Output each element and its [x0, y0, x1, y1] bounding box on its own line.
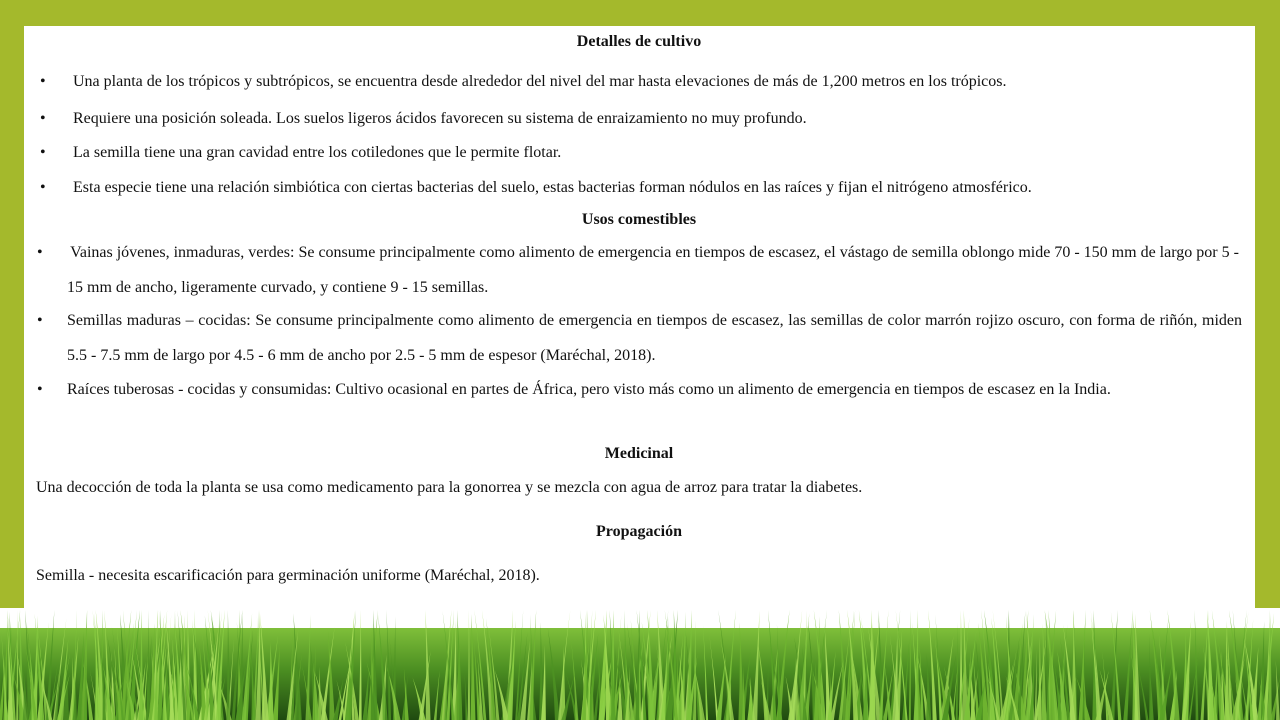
content-panel — [24, 26, 1255, 616]
edible-bullet-1: Vainas jóvenes, inmaduras, verdes: Se consume principalmente como alimento de emergencia en tiempos de escasez, el vástago de semilla oblongo mide 70 - 150 mm de largo por 5 - 15 mm de ancho, ligeramente curvado, y contiene 9 - 15 semillas. — [67, 244, 1239, 296]
heading-propagation: Propagación — [596, 523, 682, 540]
cultivation-bullet-1: Una planta de los trópicos y subtrópicos, se encuentra desde alrededor del nivel del mar hasta elevaciones de más de 1,200 metros en los trópicos. — [73, 73, 1007, 90]
bullet-icon: • — [37, 244, 43, 261]
heading-medicinal: Medicinal — [604, 445, 674, 462]
edible-bullet-3: Raíces tuberosas - cocidas y consumidas: Cultivo ocasional en partes de África, pero visto más como un alimento de emergencia en tiempos de escasez en la India. — [67, 381, 1111, 398]
edible-bullet-2: Semillas maduras – cocidas: Se consume principalmente como alimento de emergencia en tiempos de escasez, las semillas de color marrón rojizo oscuro, con forma de riñón, miden 5.5 - 7.5 mm de largo por 4.5 - 6 mm de ancho por 2.5 - 5 mm de espesor (Maréchal, 2018). — [67, 312, 1242, 364]
bullet-icon: • — [40, 179, 46, 196]
bullet-icon: • — [37, 381, 43, 398]
bullet-icon: • — [37, 312, 43, 329]
bullet-icon: • — [40, 110, 46, 127]
cultivation-bullet-4: Esta especie tiene una relación simbiótica con ciertas bacterias del suelo, estas bacterias forman nódulos en las raíces y fijan el nitrógeno atmosférico. — [73, 179, 1032, 196]
bullet-icon: • — [40, 73, 46, 90]
heading-edible-uses: Usos comestibles — [581, 211, 697, 228]
grass-illustration — [0, 608, 1280, 720]
cultivation-bullet-3: La semilla tiene una gran cavidad entre los cotiledones que le permite flotar. — [73, 144, 562, 161]
cultivation-bullet-2: Requiere una posición soleada. Los suelos ligeros ácidos favorecen su sistema de enraizamiento no muy profundo. — [73, 110, 807, 127]
bullet-icon: • — [40, 144, 46, 161]
heading-cultivation: Detalles de cultivo — [576, 33, 702, 50]
propagation-text: Semilla - necesita escarificación para germinación uniforme (Maréchal, 2018). — [36, 567, 540, 584]
medicinal-text: Una decocción de toda la planta se usa como medicamento para la gonorrea y se mezcla con agua de arroz para tratar la diabetes. — [36, 479, 863, 496]
